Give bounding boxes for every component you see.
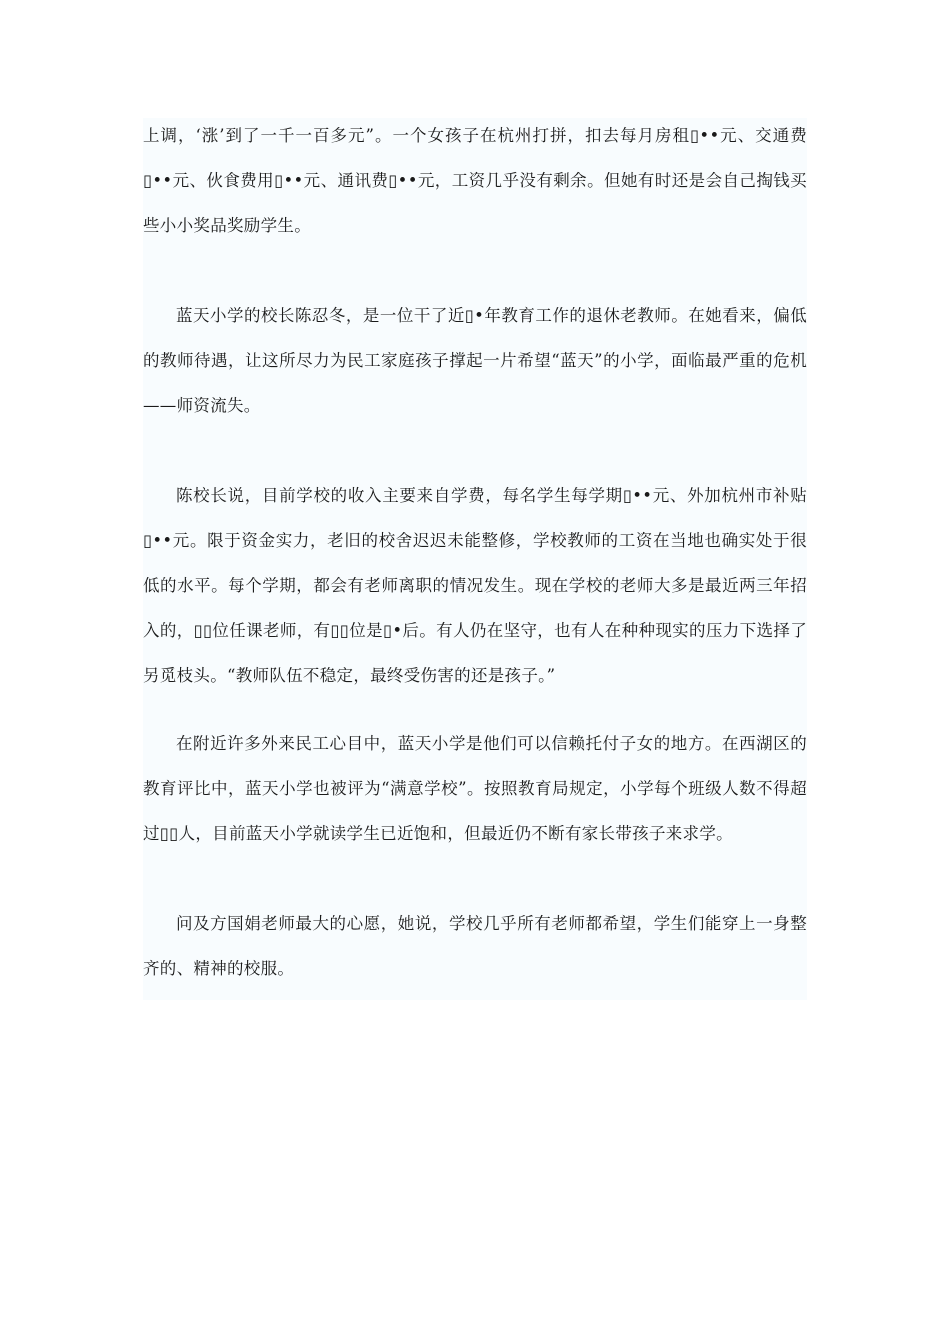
paragraph-teacher-wish: 问及方国娟老师最大的心愿，她说，学校几乎所有老师都希望，学生们能穿上一身整齐的、精神的校服。 — [143, 914, 807, 978]
paragraph-school-income: 陈校长说，目前学校的收入主要来自学费，每名学生每学期▯••元、外加杭州市补贴▯••元。限于资金实力，老旧的校舍迟迟未能整修，学校教师的工资在当地也确实处于很低的水平。每个学期，都会有老师离职的情况发生。现在学校的老师大多是最近两三年招入的，▯▯位任课老师，有▯▯位是▯•后。有人仍在坚守，也有人在种种现实的压力下选择了另觅枝头。“教师队伍不稳定，最终受伤害的还是孩子。” — [143, 486, 807, 685]
paragraph-rent-expenses: 上调，‘涨’到了一千一百多元”。一个女孩子在杭州打拼，扣去每月房租▯••元、交通费▯••元、伙食费用▯••元、通讯费▯••元，工资几乎没有剩余。但她有时还是会自己掏钱买些小小奖品奖励学生。 — [143, 126, 807, 235]
paragraph-principal: 蓝天小学的校长陈忍冬，是一位干了近▯•年教育工作的退休老教师。在她看来，偏低的教师待遇，让这所尽力为民工家庭孩子撑起一片希望“蓝天”的小学，面临最严重的危机——师资流失。 — [143, 306, 807, 415]
paragraph-trusted-school: 在附近许多外来民工心目中，蓝天小学是他们可以信赖托付子女的地方。在西湖区的教育评比中，蓝天小学也被评为“满意学校”。按照教育局规定，小学每个班级人数不得超过▯▯人，目前蓝天小学就读学生已近饱和，但最近仍不断有家长带孩子来求学。 — [143, 734, 807, 843]
